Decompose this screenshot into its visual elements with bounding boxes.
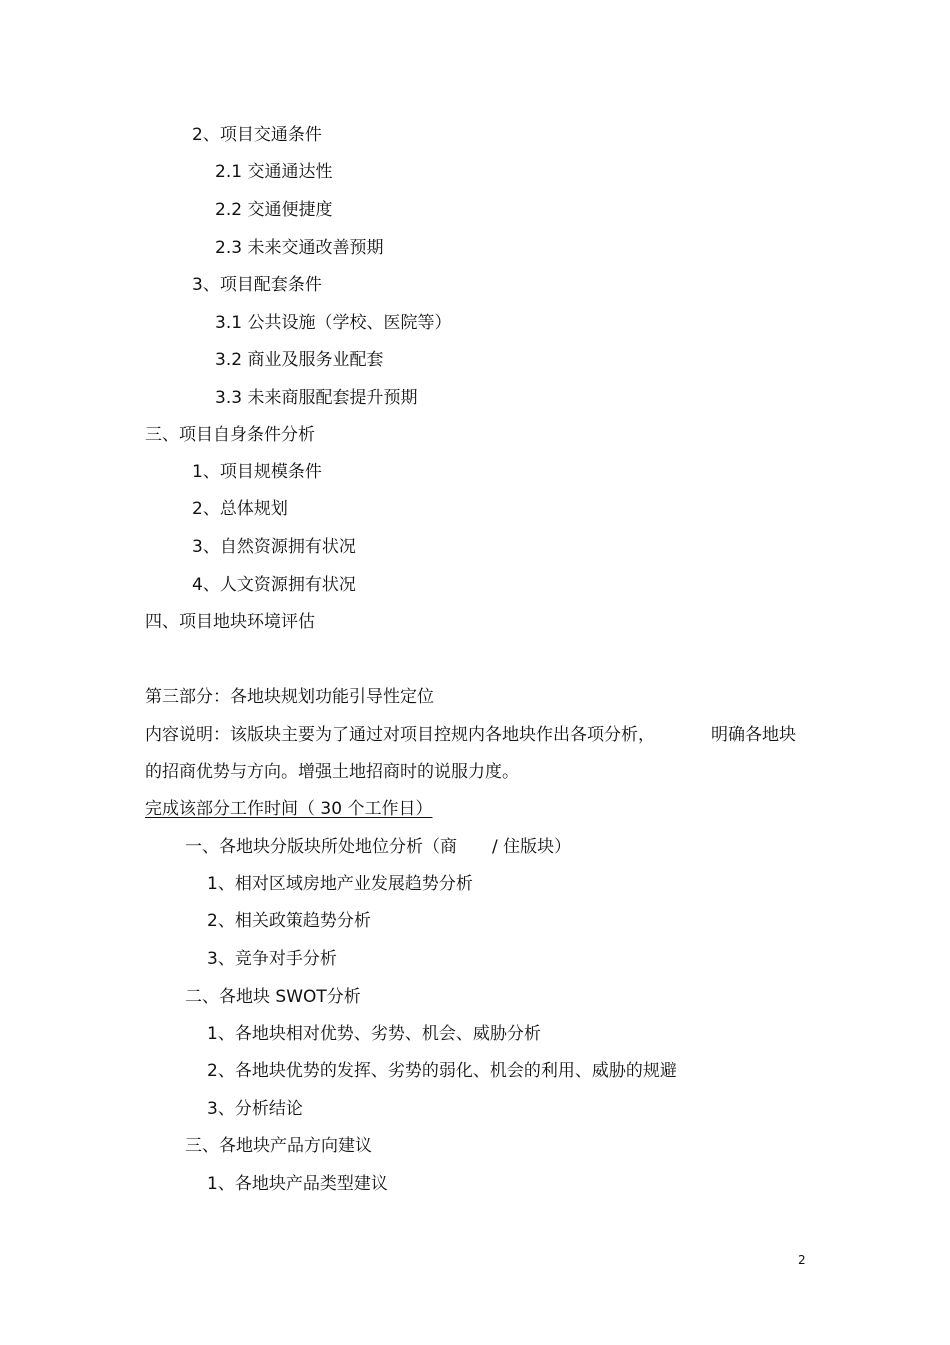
section-heading: 三、项目自身条件分析	[145, 425, 315, 445]
section-heading: 一、各地块分版块所处地位分析（商	[185, 837, 457, 857]
part-title: 第三部分：各地块规划功能引导性定位	[145, 687, 434, 707]
subheading-item: 3.1 公共设施（学校、医院等）	[215, 313, 452, 333]
page-number: 2	[798, 1253, 806, 1267]
subheading-item: 3.2 商业及服务业配套	[215, 350, 384, 370]
list-item: 2、各地块优势的发挥、劣势的弱化、机会的利用、威胁的规避	[207, 1061, 677, 1081]
list-item: 3、分析结论	[207, 1099, 303, 1119]
work-duration: 完成该部分工作时间（ 30 个工作日）	[145, 799, 433, 819]
content-description: 内容说明：该版块主要为了通过对项目控规内各地块作出各项分析，	[145, 725, 655, 745]
section-heading: 四、项目地块环境评估	[145, 612, 315, 632]
heading-item: 1、项目规模条件	[192, 462, 322, 482]
list-item: 3、竞争对手分析	[207, 949, 337, 969]
subheading-item: 2.3 未来交通改善预期	[215, 238, 384, 258]
section-heading: 二、各地块 SWOT分析	[185, 987, 361, 1007]
list-item: 2、相关政策趋势分析	[207, 911, 371, 931]
content-description: 明确各地块	[711, 725, 796, 745]
list-item: 1、各地块产品类型建议	[207, 1174, 388, 1194]
content-description: 的招商优势与方向。增强土地招商时的说服力度。	[145, 762, 519, 782]
heading-item: 2、项目交通条件	[192, 125, 322, 145]
heading-item: 3、自然资源拥有状况	[192, 537, 356, 557]
subheading-item: 2.1 交通通达性	[215, 162, 333, 182]
section-heading: / 住版块）	[492, 837, 572, 857]
list-item: 1、相对区域房地产业发展趋势分析	[207, 874, 473, 894]
subheading-item: 3.3 未来商服配套提升预期	[215, 388, 418, 408]
list-item: 1、各地块相对优势、劣势、机会、威胁分析	[207, 1024, 541, 1044]
subheading-item: 2.2 交通便捷度	[215, 200, 333, 220]
heading-item: 3、项目配套条件	[192, 275, 322, 295]
section-heading: 三、各地块产品方向建议	[185, 1136, 372, 1156]
heading-item: 4、人文资源拥有状况	[192, 575, 356, 595]
heading-item: 2、总体规划	[192, 499, 288, 519]
